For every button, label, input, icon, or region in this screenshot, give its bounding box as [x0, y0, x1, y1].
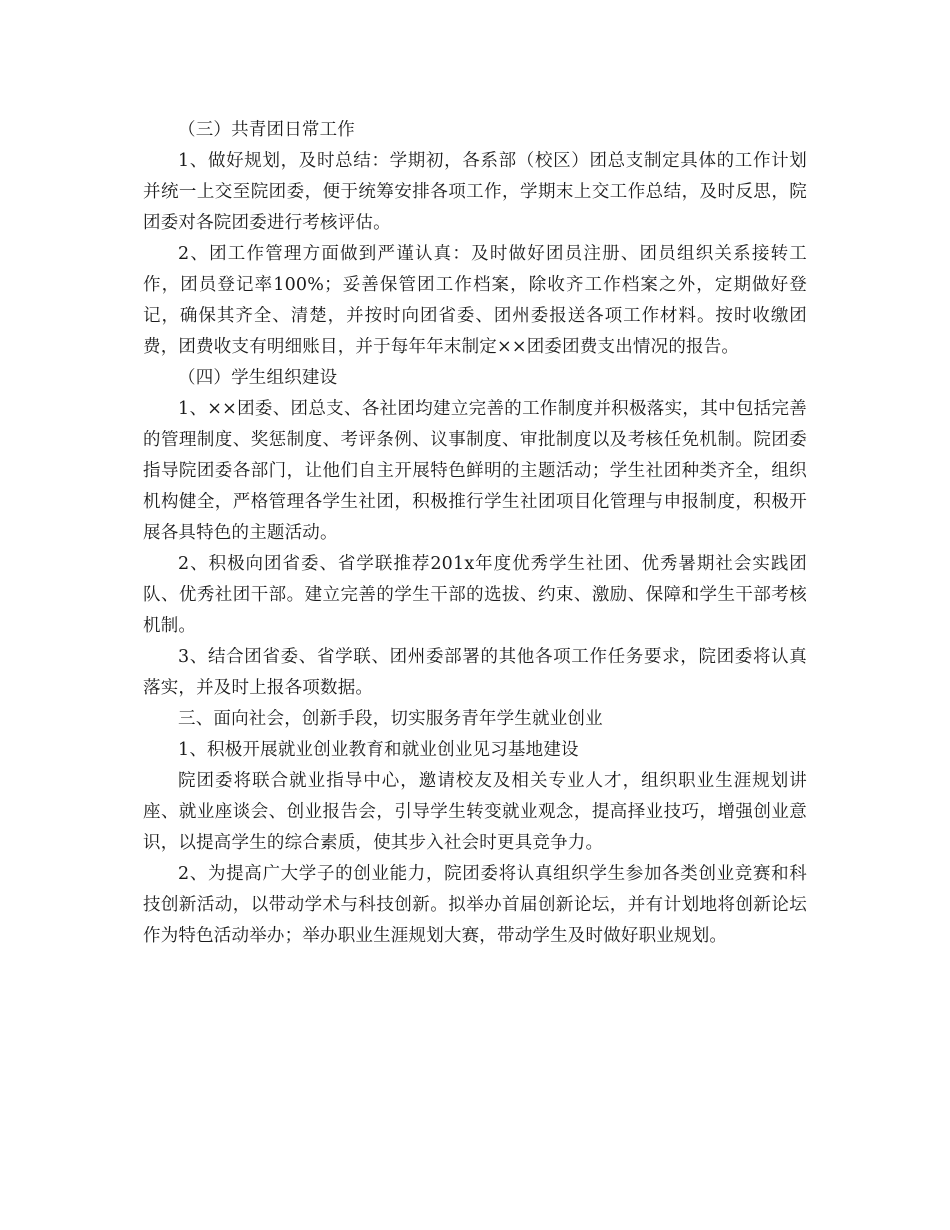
- paragraph: 2、积极向团省委、省学联推荐201x年度优秀学生社团、优秀暑期社会实践团队、优秀社团干部。建立完善的学生干部的选拔、约束、激励、保障和学生干部考核机制。: [143, 554, 807, 636]
- paragraph: 2、为提高广大学子的创业能力，院团委将认真组织学生参加各类创业竞赛和科技创新活动，以带动学术与科技创新。拟举办首届创新论坛，并有计划地将创新论坛作为特色活动举办；举办职业生涯规划大赛，带动学生及时做好职业规划。: [143, 864, 807, 946]
- paragraph: 院团委将联合就业指导中心，邀请校友及相关专业人才，组织职业生涯规划讲座、就业座谈会、创业报告会，引导学生转变就业观念，提高择业技巧，增强创业意识，以提高学生的综合素质，使其步入社会时更具竞争力。: [143, 771, 807, 853]
- subsection-heading: 1、积极开展就业创业教育和就业创业见习基地建设: [178, 740, 579, 760]
- section-heading-daily-work: （三）共青团日常工作: [178, 120, 355, 140]
- section-heading-employment: 三、面向社会，创新手段，切实服务青年学生就业创业: [178, 709, 603, 729]
- section-heading-student-org: （四）学生组织建设: [178, 368, 338, 388]
- paragraph: 1、做好规划，及时总结：学期初，各系部（校区）团总支制定具体的工作计划并统一上交至院团委，便于统筹安排各项工作，学期末上交工作总结，及时反思，院团委对各院团委进行考核评估。: [143, 151, 807, 233]
- paragraph: 3、结合团省委、省学联、团州委部署的其他各项工作任务要求，院团委将认真落实，并及时上报各项数据。: [143, 647, 807, 698]
- paragraph: 2、团工作管理方面做到严谨认真：及时做好团员注册、团员组织关系接转工作，团员登记率100%；妥善保管团工作档案，除收齐工作档案之外，定期做好登记，确保其齐全、清楚，并按时向团省委、团州委报送各项工作材料。按时收缴团费，团费收支有明细账目，并于每年年末制定××团委团费支出情况的报告。: [143, 244, 807, 357]
- document-body: [143, 115, 807, 952]
- paragraph: 1、××团委、团总支、各社团均建立完善的工作制度并积极落实，其中包括完善的管理制度、奖惩制度、考评条例、议事制度、审批制度以及考核任免机制。院团委指导院团委各部门，让他们自主开展特色鲜明的主题活动；学生社团种类齐全，组织机构健全，严格管理各学生社团，积极推行学生社团项目化管理与申报制度，积极开展各具特色的主题活动。: [143, 399, 807, 543]
